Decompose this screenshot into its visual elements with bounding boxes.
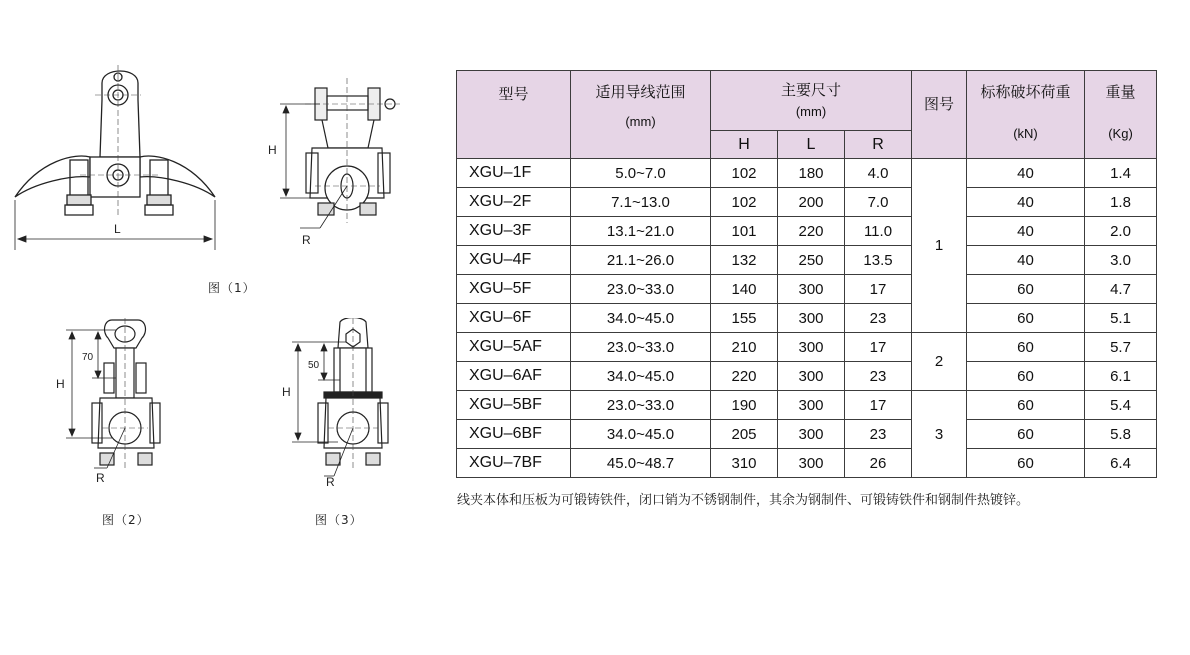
cell-load: 60 <box>967 449 1085 478</box>
cell-load: 40 <box>967 246 1085 275</box>
cell-R: 7.0 <box>845 188 912 217</box>
header-weight-label: 重量 <box>1105 83 1136 101</box>
cell-load: 60 <box>967 391 1085 420</box>
cell-load: 60 <box>967 304 1085 333</box>
cell-H: 140 <box>711 275 778 304</box>
cell-range: 21.1~26.0 <box>571 246 711 275</box>
cell-H: 102 <box>711 188 778 217</box>
figure-1-drawing <box>10 65 220 260</box>
figure-2-drawing <box>52 318 177 490</box>
cell-H: 310 <box>711 449 778 478</box>
cell-H: 210 <box>711 333 778 362</box>
cell-range: 23.0~33.0 <box>571 391 711 420</box>
table-row <box>457 246 1157 275</box>
cell-weight: 6.1 <box>1085 362 1157 391</box>
fig2-dim-H: H <box>56 377 65 391</box>
fig3-dim-R: R <box>326 475 335 489</box>
table-row <box>457 362 1157 391</box>
cell-range: 34.0~45.0 <box>571 304 711 333</box>
cell-weight: 5.8 <box>1085 420 1157 449</box>
header-model: 型号 <box>457 71 571 159</box>
cell-weight: 5.1 <box>1085 304 1157 333</box>
fig1-side-dim-H: H <box>268 143 277 157</box>
cell-load: 60 <box>967 275 1085 304</box>
cell-H: 190 <box>711 391 778 420</box>
header-range-unit: (mm) <box>625 114 656 129</box>
header-range-label: 适用导线范围 <box>595 83 686 101</box>
header-dims-unit: (mm) <box>795 104 827 119</box>
table-row <box>457 275 1157 304</box>
cell-H: 102 <box>711 159 778 188</box>
cell-range: 34.0~45.0 <box>571 362 711 391</box>
cell-model: XGU–3F <box>457 217 571 246</box>
table-row <box>457 420 1157 449</box>
header-weight <box>1085 71 1157 159</box>
cell-model: XGU–2F <box>457 188 571 217</box>
header-fig: 图号 <box>912 71 967 159</box>
cell-L: 220 <box>778 217 845 246</box>
fig3-dim-H: H <box>282 385 291 399</box>
table-row <box>457 188 1157 217</box>
fig1-side-dim-R: R <box>302 233 311 247</box>
material-note: 线夹本体和压板为可锻铸铁件，闭口销为不锈钢制件，其余为钢制件、可锻铸铁件和钢制件热镀锌。 <box>457 493 1030 508</box>
header-weight-unit: (Kg) <box>1108 126 1133 141</box>
cell-load: 40 <box>967 188 1085 217</box>
cell-R: 4.0 <box>845 159 912 188</box>
cell-load: 60 <box>967 420 1085 449</box>
cell-range: 34.0~45.0 <box>571 420 711 449</box>
cell-L: 300 <box>778 333 845 362</box>
header-L: L <box>778 131 845 159</box>
cell-H: 101 <box>711 217 778 246</box>
cell-L: 250 <box>778 246 845 275</box>
header-range <box>571 71 711 159</box>
fig3-dim-50: 50 <box>308 360 320 371</box>
cell-L: 300 <box>778 304 845 333</box>
cell-weight: 4.7 <box>1085 275 1157 304</box>
cell-range: 5.0~7.0 <box>571 159 711 188</box>
spec-table <box>456 70 1157 478</box>
table-row <box>457 217 1157 246</box>
table-row <box>457 159 1157 188</box>
header-load-label: 标称破坏荷重 <box>980 83 1071 101</box>
cell-range: 23.0~33.0 <box>571 333 711 362</box>
cell-H: 132 <box>711 246 778 275</box>
figure-1-side-drawing <box>260 78 405 258</box>
cell-L: 300 <box>778 391 845 420</box>
cell-fig-group: 2 <box>912 333 967 391</box>
cell-model: XGU–5BF <box>457 391 571 420</box>
header-load-unit: (kN) <box>1013 126 1038 141</box>
cell-weight: 3.0 <box>1085 246 1157 275</box>
cell-R: 11.0 <box>845 217 912 246</box>
cell-model: XGU–1F <box>457 159 571 188</box>
table-row <box>457 304 1157 333</box>
cell-H: 155 <box>711 304 778 333</box>
figure-1-caption: 图（1） <box>208 281 256 295</box>
cell-range: 45.0~48.7 <box>571 449 711 478</box>
cell-load: 60 <box>967 333 1085 362</box>
cell-R: 23 <box>845 420 912 449</box>
cell-fig-group: 1 <box>912 159 967 333</box>
header-H: H <box>711 131 778 159</box>
figure-3-caption: 图（3） <box>315 513 363 527</box>
cell-L: 300 <box>778 420 845 449</box>
cell-R: 13.5 <box>845 246 912 275</box>
cell-weight: 2.0 <box>1085 217 1157 246</box>
cell-fig-group: 3 <box>912 391 967 478</box>
cell-L: 300 <box>778 449 845 478</box>
cell-load: 60 <box>967 362 1085 391</box>
figure-3-drawing <box>278 318 403 490</box>
cell-model: XGU–7BF <box>457 449 571 478</box>
cell-L: 200 <box>778 188 845 217</box>
cell-R: 23 <box>845 304 912 333</box>
header-dims <box>711 71 912 131</box>
cell-range: 7.1~13.0 <box>571 188 711 217</box>
cell-weight: 6.4 <box>1085 449 1157 478</box>
cell-R: 17 <box>845 275 912 304</box>
header-load <box>967 71 1085 159</box>
cell-model: XGU–6F <box>457 304 571 333</box>
cell-load: 40 <box>967 217 1085 246</box>
cell-H: 220 <box>711 362 778 391</box>
fig1-dim-L: L <box>114 222 121 236</box>
cell-range: 23.0~33.0 <box>571 275 711 304</box>
cell-L: 180 <box>778 159 845 188</box>
figure-2-caption: 图（2） <box>102 513 150 527</box>
cell-weight: 5.4 <box>1085 391 1157 420</box>
cell-R: 17 <box>845 333 912 362</box>
cell-model: XGU–4F <box>457 246 571 275</box>
cell-H: 205 <box>711 420 778 449</box>
cell-R: 26 <box>845 449 912 478</box>
cell-model: XGU–6AF <box>457 362 571 391</box>
cell-model: XGU–5F <box>457 275 571 304</box>
cell-L: 300 <box>778 362 845 391</box>
table-row <box>457 449 1157 478</box>
fig2-dim-70: 70 <box>82 352 94 363</box>
cell-range: 13.1~21.0 <box>571 217 711 246</box>
cell-weight: 1.8 <box>1085 188 1157 217</box>
cell-L: 300 <box>778 275 845 304</box>
cell-load: 40 <box>967 159 1085 188</box>
table-row <box>457 391 1157 420</box>
header-R: R <box>845 131 912 159</box>
cell-weight: 1.4 <box>1085 159 1157 188</box>
cell-weight: 5.7 <box>1085 333 1157 362</box>
cell-R: 23 <box>845 362 912 391</box>
cell-model: XGU–6BF <box>457 420 571 449</box>
cell-R: 17 <box>845 391 912 420</box>
cell-model: XGU–5AF <box>457 333 571 362</box>
fig2-dim-R: R <box>96 471 105 485</box>
header-dims-label: 主要尺寸 <box>780 81 841 99</box>
table-row <box>457 333 1157 362</box>
